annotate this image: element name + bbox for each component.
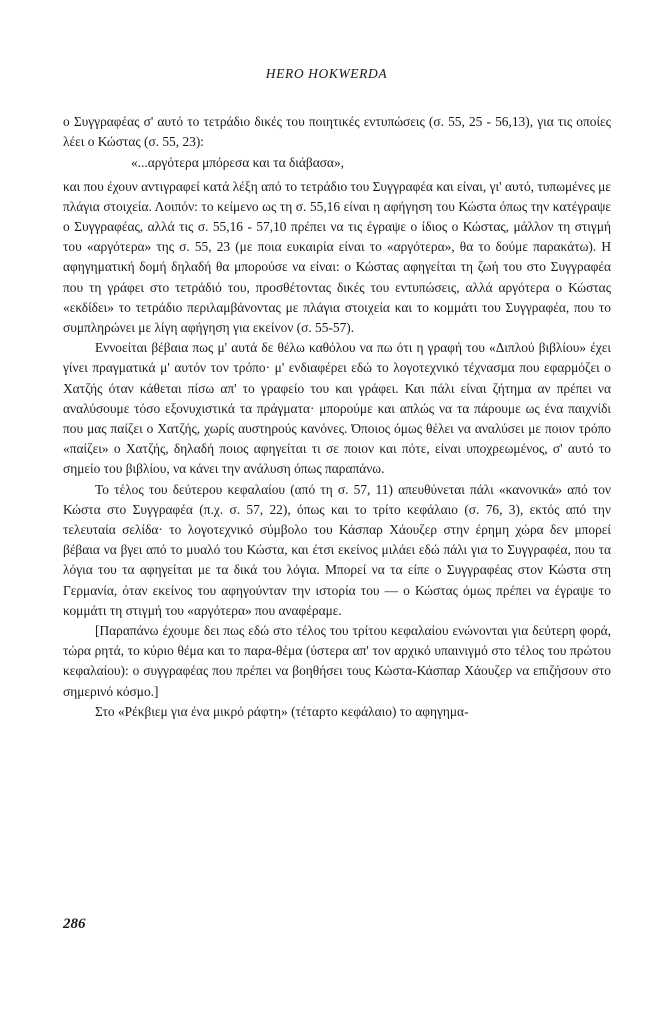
paragraph: Στο «Ρέκβιεμ για ένα μικρό ράφτη» (τέταρτο κεφάλαιο) το αφηγημα- <box>95 703 469 719</box>
body-text <box>63 112 611 722</box>
page-number: 286 <box>63 916 86 932</box>
paragraph: ο Συγγραφέας σ' αυτό το τετράδιο δικές του ποιητικές εντυπώσεις (σ. 55, 25 - 56,13), για τις οποίες λέει ο Κώστας (σ. 55, 23): <box>63 114 611 150</box>
paragraph: Εννοείται βέβαια πως μ' αυτά δε θέλω καθόλου να πω ότι η γραφή του «Διπλού βιβλίου» έχει γίνει πραγματικά μ' αυτόν τον τρόπο· μ' ενδιαφέρει εδώ το λογοτεχνικό τέχνασμα που εφαρμόζει ο Χατζής όταν κάθεται πίσω απ' το γραφείο του και γράφει. Και πάλι είναι ζήτημα αν πρέπει να αναλύσουμε τόσο εξονυχιστικά τα πράγματα· μπορούμε και απλώς να τα πάρουμε ως ένα παιχνίδι που μας παίζει ο Χατζής, χωρίς αυστηρούς κανόνες. Όποιος όμως θέλει να αναλύσει με ποιον τρόπο «παίζει» ο Χατζής, δηλαδή ποιος αφηγείται τι σε ποιον και πότε, είναι υποχρεωμένος, σ' αυτό το σημείο του βιβλίου, να κάνει την ανάλυση όπως παραπάνω. <box>63 340 611 477</box>
block-quote: «...αργότερα μπόρεσα και τα διάβασα», <box>131 155 344 171</box>
running-head: HERO HOKWERDA <box>265 66 388 81</box>
paragraph: και που έχουν αντιγραφεί κατά λέξη από το τετράδιο του Συγγραφέα και είναι, γι' αυτό, τυπωμένες με πλάγια στοιχεία. Λοιπόν: το κείμενο ως τη σ. 55,16 είναι η αφήγηση του Κώστα όπως την κατέγραψε ο Συγγραφέας, αλλά τις σ. 55,16 - 57,10 πρέπει να τις έγραψε ο ίδιος ο Κώστας, μάλλον τη στιγμή του «αργότερα» της σ. 55, 23 (με ποια ευκαιρία είναι το «αργότερα», θα το δούμε παρακάτω). Η αφηγηματική δομή δηλαδή θα μπορούσε να είναι: ο Κώστας αφηγείται τη ζωή του στο Συγγραφέα που τη γράφει στο τετράδιό του, προσθέτοντας δικές του εντυπώσεις, αλλά αργότερα ο Κώστας «εκδίδει» το τετράδιο περιλαμβάνοντας με πλάγια στοιχεία και το κομμάτι του Συγγραφέα, που το συμπληρώνει με λίγη αφήγηση για εκείνον (σ. 55-57). <box>63 178 611 336</box>
bracketed-paragraph: [Παραπάνω έχουμε δει πως εδώ στο τέλος του τρίτου κεφαλαίου ενώνονται για δεύτερη φορά, τώρα ρητά, το κύριο θέμα και το παρα-θέμα (ύστερα απ' τον αρχικό υπαινιγμό στο τέλος του πρώτου κεφαλαίου): ο συγγραφέας που πρέπει να βοηθήσει τους Κώστα-Κάσπαρ Χάουζερ να επιζήσουν στο σημερινό κόσμο.] <box>63 623 611 699</box>
paragraph: Το τέλος του δεύτερου κεφαλαίου (από τη σ. 57, 11) απευθύνεται πάλι «κανονικά» από τον Κώστα στο Συγγραφέα (π.χ. σ. 57, 22), όπως και το τρίτο κεφάλαιο (σ. 76, 3), εκτός από την τελευταία σελίδα· το λογοτεχνικό σύμβολο του Κάσπαρ Χάουζερ στην έρημη χώρα δεν μπορεί βέβαια να βγει από το μυαλό του Κώστα, και έτσι εκείνος μιλάει εδώ πάλι για το Συγγραφέα, που τα λόγια του τα αφηγείται με τα δικά του λόγια. Μπορεί να τα είπε ο Συγγραφέας στον Κώστα στη Γερμανία, όταν εκείνος του αφηγούνταν την ιστορία του — ο Κώστας όμως πρέπει να έγραψε το κομμάτι τη στιγμή του «αργότερα» που αναφέραμε. <box>63 481 611 618</box>
